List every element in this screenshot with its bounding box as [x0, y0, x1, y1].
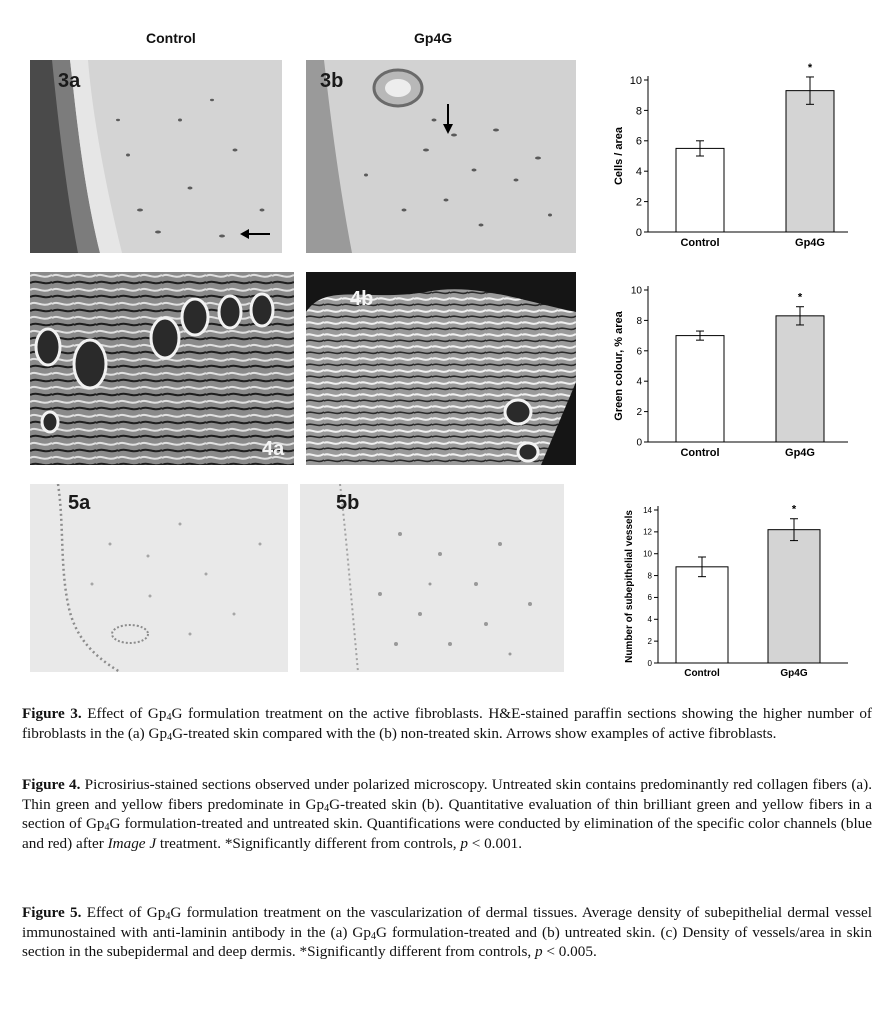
bar-chart-green-colour [598, 280, 858, 470]
bar-chart-subepithelial-vessels [598, 500, 858, 685]
caption-figure-3-label: Figure 3. [22, 705, 82, 722]
caption-text: Effect of Gp [81, 904, 166, 921]
panel-label-5b: 5b [336, 492, 360, 514]
y-tick-label: 2 [635, 196, 642, 209]
bar-gp4g [776, 316, 824, 442]
y-axis-label: Number of subepithelial vessels [624, 510, 635, 663]
panel-label-4a: 4a [262, 438, 285, 460]
significance-marker: * [791, 503, 797, 516]
column-header-gp4g: Gp4G [414, 30, 453, 46]
micrograph-5a [30, 484, 288, 672]
category-label: Gp4G [795, 237, 825, 249]
y-tick-label: 10 [630, 285, 642, 297]
y-tick-label: 6 [635, 135, 642, 148]
micrograph-4a [30, 272, 294, 465]
subscript: 4 [166, 712, 172, 723]
bar-control [676, 336, 724, 442]
y-axis-label: Cells / area [613, 126, 625, 186]
y-tick-label: 0 [636, 437, 642, 449]
bar-chart-fibroblasts [598, 62, 858, 262]
caption-text: Picrosirius-stained sections observed under polarized microscopy. Untreated skin contains predominantly red collagen fibers (a). Thin green and yellow fibers predominate in Gp [22, 776, 873, 813]
y-tick-label: 8 [636, 315, 642, 327]
y-tick-label: 8 [647, 571, 652, 581]
y-tick-label: 6 [647, 593, 652, 603]
y-tick-label: 4 [636, 376, 642, 388]
y-tick-label: 0 [647, 658, 652, 668]
caption-figure-5-label: Figure 5. [22, 904, 82, 921]
y-axis-label: Green colour, % area [613, 311, 625, 421]
caption-text: < 0.005. [542, 943, 597, 960]
significance-marker: * [797, 291, 803, 304]
y-tick-label: 10 [643, 549, 652, 559]
panel-label-4b: 4b [350, 288, 374, 310]
column-header-control: Control [146, 30, 196, 46]
bar-control [676, 148, 724, 232]
y-tick-label: 14 [643, 505, 652, 515]
p-value-symbol: p [460, 834, 468, 852]
bar-gp4g [768, 530, 820, 663]
subscript: 4 [324, 802, 330, 814]
caption-text: < 0.001. [467, 834, 523, 852]
caption-figure-3 [22, 704, 872, 743]
category-label: Control [680, 447, 720, 459]
y-tick-label: 10 [629, 74, 642, 87]
bar-gp4g [786, 91, 834, 232]
panel-label-3b: 3b [320, 70, 344, 92]
category-label: Gp4G [785, 447, 815, 459]
subscript: 4 [167, 731, 173, 743]
y-tick-label: 2 [647, 636, 652, 646]
subscript: 4 [104, 822, 110, 833]
y-tick-label: 4 [647, 615, 652, 625]
subscript: 4 [371, 930, 376, 942]
y-tick-label: 6 [636, 346, 642, 358]
caption-text: G formulation treatment on the active fibroblasts. H&E-stained paraffin sections showing the higher number of fibroblasts in the (a) Gp [22, 705, 872, 742]
category-label: Gp4G [780, 668, 808, 679]
y-tick-label: 0 [635, 226, 642, 239]
caption-text: G-treated skin (b). Quantitative evaluation of thin brilliant green and yellow fibers in a section of Gp [22, 795, 872, 832]
caption-figure-5 [22, 903, 872, 962]
y-tick-label: 12 [643, 527, 652, 537]
panel-label-3a: 3a [58, 70, 81, 92]
p-value-symbol: p [535, 943, 543, 960]
caption-text: Effect of Gp [81, 705, 167, 722]
caption-text: G-treated skin compared with the (b) non-treated skin. Arrows show examples of active fibroblasts. [172, 724, 777, 742]
caption-text: G formulation-treated and (b) untreated skin. (c) Density of vessels/area in skin section in the subepidermal and deep dermis. *Significantly different from controls, [22, 923, 872, 960]
micrograph-5b [300, 484, 564, 672]
caption-text: G formulation treatment on the vascularization of dermal tissues. Average density of subepithelial dermal vessel immunostained with anti-laminin antibody in the (a) Gp [22, 904, 872, 941]
micrograph-4b [306, 272, 576, 465]
panel-label-5a: 5a [68, 492, 91, 514]
category-label: Control [680, 237, 720, 249]
y-tick-label: 2 [636, 407, 642, 419]
bar-control [676, 567, 728, 663]
micrograph-3b [306, 60, 576, 253]
y-tick-label: 8 [635, 105, 642, 118]
caption-text: G formulation-treated and untreated skin. Quantifications were conducted by elimination of the specific color channels (blue and red) after [22, 815, 872, 852]
caption-text: treatment. *Significantly different from controls, [156, 834, 461, 852]
caption-figure-4 [22, 775, 872, 853]
micrograph-3a [30, 60, 282, 253]
category-label: Control [684, 668, 720, 679]
caption-figure-4-label: Figure 4. [22, 776, 81, 793]
subscript: 4 [165, 911, 171, 922]
significance-marker: * [807, 61, 813, 74]
y-tick-label: 4 [635, 166, 642, 179]
software-name: Image J [107, 834, 157, 852]
